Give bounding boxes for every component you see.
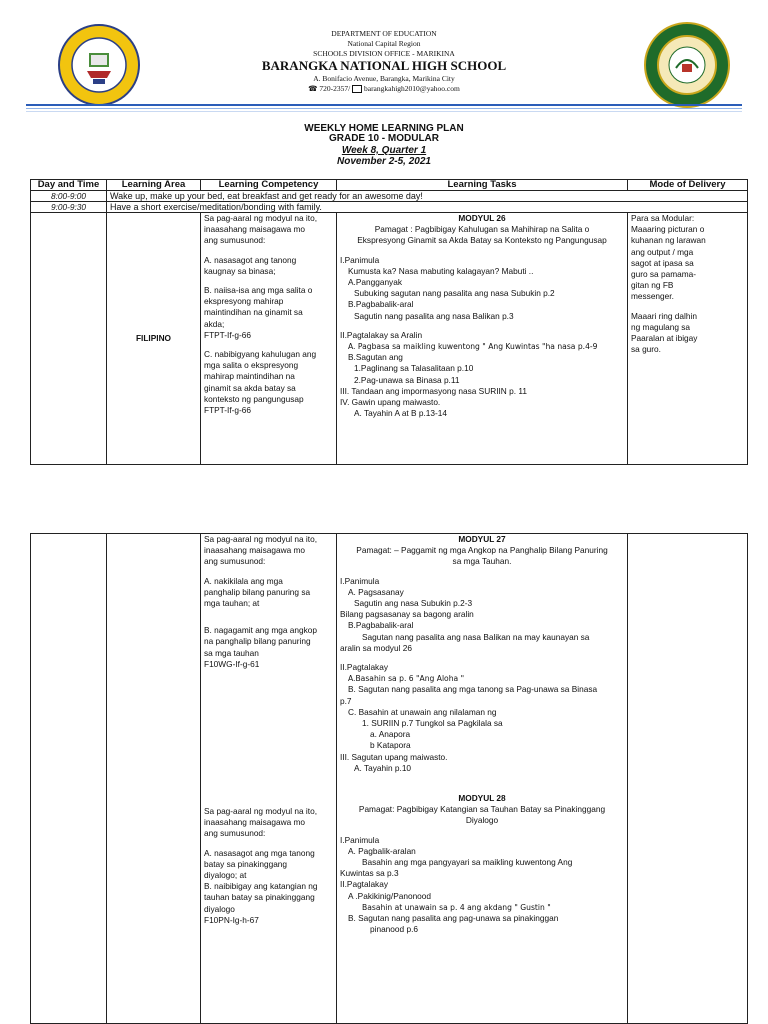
learning-area-cell	[107, 534, 201, 1024]
competency-line: diyalogo	[204, 903, 235, 914]
competency-line: inaasahang maisagawa mo	[204, 817, 306, 828]
module-subject: Pamagat: – Paggamit ng mga Angkop na Panghalip Bilang Panuring	[356, 545, 608, 556]
competency-line: A. nasasagot ang tanong	[204, 254, 297, 265]
competency-line: mga salita o ekspresyong	[204, 360, 299, 371]
task-line: II.Pagtalakay sa Aralin	[340, 329, 423, 340]
routine-time: 8:00-9:00	[31, 191, 107, 202]
task-line: A. Pagbalik-aralan	[348, 845, 416, 856]
competency-code: FTPT-If-g-66	[204, 405, 252, 416]
competency-line: ang sumusunod:	[204, 235, 266, 246]
competency-line: ang sumusunod:	[204, 556, 266, 567]
task-line: II.Pagtalakay	[340, 879, 388, 890]
division-seal-logo	[644, 22, 730, 108]
mode-line: Para sa Modular:	[631, 213, 695, 223]
competency-code: FTPT-If-g-66	[204, 329, 252, 340]
col-header-tasks: Learning Tasks	[337, 180, 628, 191]
learning-plan-table-continued	[30, 533, 748, 1024]
task-line: Sagutan nang pasalita ang nasa Balikan na may kaunayan sa	[362, 631, 590, 642]
competency-line: C. nabibigyang kahulugan ang	[204, 349, 317, 360]
competency-line: inaasahang maisagawa mo	[204, 545, 306, 556]
task-line: pinanood p.6	[370, 924, 418, 935]
header-rule-shadow	[26, 111, 742, 112]
competency-line: diyalogo; at	[204, 870, 247, 881]
task-line: C. Basahin at unawain ang nilalaman ng	[348, 706, 497, 717]
table-row	[31, 191, 748, 202]
tasks-cell	[337, 213, 628, 465]
task-line: A. Pagbasa sa maikling kuwentong " Ang Kuwintas "ha nasa p.4-9	[348, 342, 598, 352]
module-subject: Ekspresyong Ginamit sa Akda Batay sa Konteksto ng Pangungusap	[357, 235, 607, 246]
col-header-area: Learning Area	[107, 180, 201, 191]
competency-line: mga tauhan; at	[204, 598, 260, 609]
routine-task: Have a short exercise/meditation/bonding with family.	[107, 202, 748, 213]
grade-label: GRADE 10 - MODULAR	[328, 133, 439, 144]
mode-line: messenger.	[631, 291, 674, 302]
mode-line: gitan ng FB	[631, 280, 674, 291]
routine-time: 9:00-9:30	[31, 202, 107, 213]
department-label: DEPARTMENT OF EDUCATION	[331, 29, 437, 38]
school-address: A. Bonifacio Avenue, Barangka, Marikina City	[313, 74, 455, 83]
task-line: B. Sagutan nang pasalita ang pag-unawa sa pinakinggan	[348, 913, 559, 924]
task-line: I.Panimula	[340, 254, 380, 265]
competency-cell	[201, 213, 337, 465]
task-line: B. Sagutan nang pasalita ang mga tanong sa Pag-unawa sa Binasa	[348, 684, 598, 695]
mode-line: Maaari ring dalhin	[631, 310, 697, 321]
col-header-day: Day and Time	[31, 180, 107, 191]
tasks-cell	[337, 534, 628, 1024]
learning-plan-table	[30, 179, 748, 465]
competency-line: ginamit sa akda batay sa	[204, 382, 296, 393]
task-line: III. Sagutan upang maiwasto.	[340, 751, 448, 762]
task-line: A. Tayahin A at B p.13-14	[354, 408, 448, 419]
task-line: B.Sagutan ang	[348, 352, 403, 363]
mode-line: kuhanan ng larawan	[631, 235, 706, 246]
mode-line: ang output / mga	[631, 246, 694, 257]
module-subject: sa mga Tauhan.	[452, 556, 512, 567]
module-subject: Pamagat : Pagbibigay Kahulugan sa Mahihirap na Salita o	[374, 224, 590, 235]
mode-line: sa guro.	[631, 344, 661, 355]
header-rule-top	[26, 104, 742, 106]
module-subject: Diyalogo	[465, 815, 499, 826]
competency-line: panghalip bilang panuring sa	[204, 586, 311, 597]
competency-line: konteksto ng pangungusap	[204, 393, 304, 404]
task-line: 1. SURIIN p.7 Tungkol sa Pagkilala sa	[362, 718, 503, 729]
task-line: B.Pagbabalik-aral	[348, 299, 414, 310]
task-line: A .Pakikinig/Panonood	[348, 890, 432, 901]
task-line: A. Tayahin p.10	[354, 762, 412, 773]
competency-line: B. naibibigay ang katangian ng	[204, 881, 318, 892]
mode-cell	[628, 534, 748, 1024]
mode-line: sagot at ipasa sa	[631, 257, 694, 268]
module-title: MODYUL 26	[458, 213, 506, 223]
mode-line: ng magulang sa	[631, 321, 691, 332]
phone-number: 720-2357/	[319, 84, 351, 93]
task-line: 2.Pag-unawa sa Binasa p.11	[354, 374, 460, 385]
routine-task: Wake up, make up your bed, eat breakfast and get ready for an awesome day!	[107, 191, 748, 202]
contact-line	[184, 84, 584, 93]
competency-line: tauhan batay sa pinakinggang	[204, 892, 315, 903]
week-label: Week 8, Quarter 1	[341, 145, 427, 156]
task-line: I.Panimula	[340, 834, 380, 845]
task-line: Kuwintas sa p.3	[340, 868, 399, 879]
task-line: 1.Paglinang sa Talasalitaan p.10	[354, 363, 474, 374]
day-time-cell	[31, 534, 107, 1024]
day-time-cell	[31, 213, 107, 465]
competency-line: B. naiisa-isa ang mga salita o	[204, 285, 313, 296]
competency-line: inaasahang maisagawa mo	[204, 224, 306, 235]
task-line: Basahin ang mga pangyayari sa maikling kuwentong Ang	[362, 857, 573, 868]
school-name: BARANGKA NATIONAL HIGH SCHOOL	[261, 58, 507, 73]
task-line: aralin sa modyul 26	[340, 642, 412, 653]
task-line: A. Pagsasanay	[348, 586, 404, 597]
date-label: November 2-5, 2021	[337, 156, 431, 167]
task-line: IV. Gawin upang maiwasto.	[340, 397, 441, 408]
competency-line: sa mga tauhan	[204, 647, 259, 658]
competency-line: Sa pag-aaral ng modyul na ito,	[204, 806, 318, 817]
col-header-competency: Learning Competency	[201, 180, 337, 191]
competency-line: maintindihan na ginamit sa	[204, 307, 303, 318]
task-line: Kumusta ka? Nasa mabuting kalagayan? Mabuti ..	[348, 265, 534, 276]
competency-code: F10WG-If-g-61	[204, 658, 260, 669]
competency-line: Sa pag-aaral ng modyul na ito,	[204, 534, 318, 544]
competency-line: A. nasasagot ang mga tanong	[204, 847, 315, 858]
module-title: MODYUL 27	[458, 534, 506, 544]
email-address: barangkahigh2010@yahoo.com	[363, 84, 460, 93]
competency-line: kaugnay sa binasa;	[204, 265, 276, 276]
header-rule-bottom	[26, 108, 742, 109]
task-line: I.Panimula	[340, 575, 380, 586]
task-line: Subuking sagutan nang pasalita ang nasa Subukin p.2	[354, 288, 555, 299]
task-line: III. Tandaan ang impormasyong nasa SURIIN p. 11	[340, 385, 527, 396]
email-icon	[352, 85, 362, 93]
competency-line: na panghalip bilang panuring	[204, 636, 311, 647]
competency-line: akda;	[204, 318, 225, 329]
competency-line: A. nakikilala ang mga	[204, 575, 283, 586]
competency-line: mahirap maintindihan na	[204, 371, 295, 382]
phone-icon: ☎	[308, 84, 318, 93]
learning-area: FILIPINO	[107, 213, 201, 465]
task-line: Sagutin ang nasa Subukin p.2-3	[354, 598, 473, 609]
module-title: MODYUL 28	[458, 793, 506, 804]
table-row	[31, 202, 748, 213]
task-line: Bilang pagsasanay sa bagong aralin	[340, 609, 474, 620]
competency-line: B. nagagamit ang mga angkop	[204, 625, 318, 636]
task-line: A.Basahin sa p. 6 "Ang Aloha "	[348, 674, 465, 684]
region-label: National Capital Region	[347, 39, 421, 48]
task-line: p.7	[340, 695, 352, 706]
table-row	[31, 213, 748, 465]
mode-cell	[628, 213, 748, 465]
plan-title: WEEKLY HOME LEARNING PLAN	[304, 123, 464, 134]
task-line: B.Pagbabalik-aral	[348, 620, 414, 631]
competency-line: batay sa pinakinggang	[204, 858, 288, 869]
competency-line: Sa pag-aaral ng modyul na ito,	[204, 213, 318, 223]
division-label: SCHOOLS DIVISION OFFICE - MARIKINA	[313, 49, 455, 58]
mode-line: guro sa pamama-	[631, 269, 697, 280]
table-row	[31, 534, 748, 1024]
mode-line: Paaralan at ibigay	[631, 333, 698, 344]
competency-code: F10PN-Ig-h-67	[204, 914, 259, 925]
competency-cell	[201, 534, 337, 1024]
module-subject: Pamagat: Pagbibigay Katangian sa Tauhan Batay sa Pinakinggang	[358, 804, 606, 815]
task-line: Basahin at unawain sa p. 4 ang akdang " Gustin "	[362, 902, 551, 912]
task-line: Sagutin nang pasalita ang nasa Balikan p.3	[354, 310, 514, 321]
competency-line: ekspresyong mahirap	[204, 296, 284, 307]
competency-line: ang sumusunod:	[204, 828, 266, 839]
task-line: b Katapora	[370, 740, 411, 751]
mode-line: Maaaring picturan o	[631, 224, 705, 235]
task-line: II.Pagtalakay	[340, 662, 388, 673]
col-header-mode: Mode of Delivery	[628, 180, 748, 191]
task-line: A.Pangganyak	[348, 277, 402, 288]
task-line: a. Anapora	[370, 729, 411, 740]
school-seal-logo	[58, 24, 140, 106]
